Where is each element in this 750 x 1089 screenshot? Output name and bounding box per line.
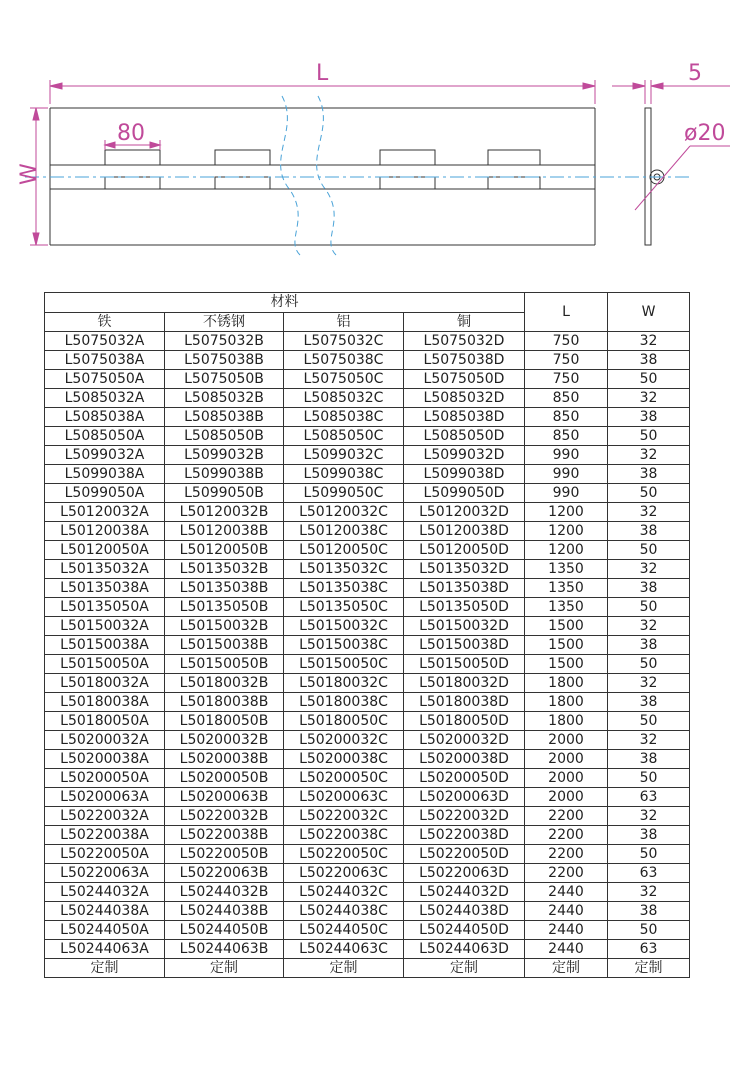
copper-code: L50244038D (404, 902, 525, 921)
aluminum-code: L50244038C (284, 902, 404, 921)
stainless-code: L5075032B (165, 332, 284, 351)
table-row (45, 788, 690, 807)
table-row (45, 522, 690, 541)
length-value: 850 (525, 389, 608, 408)
stainless-code: 定制 (165, 959, 284, 978)
table-row (45, 351, 690, 370)
width-value: 50 (608, 541, 690, 560)
aluminum-code: L50180050C (284, 712, 404, 731)
stainless-code: L5099050B (165, 484, 284, 503)
table-row (45, 408, 690, 427)
copper-code: L50180050D (404, 712, 525, 731)
width-value: 63 (608, 788, 690, 807)
aluminum-code: L5075038C (284, 351, 404, 370)
table-row (45, 883, 690, 902)
iron-code: L50200050A (45, 769, 165, 788)
copper-code: L50150032D (404, 617, 525, 636)
table-row (45, 731, 690, 750)
material-aluminum: 铝 (284, 312, 404, 332)
table-row (45, 636, 690, 655)
iron-code: L50244050A (45, 921, 165, 940)
iron-code: 定制 (45, 959, 165, 978)
aluminum-code: L50180038C (284, 693, 404, 712)
stainless-code: L50135038B (165, 579, 284, 598)
length-value: 750 (525, 370, 608, 389)
stainless-code: L50120032B (165, 503, 284, 522)
aluminum-code: L50135050C (284, 598, 404, 617)
aluminum-code: L5085032C (284, 389, 404, 408)
iron-code: L50244032A (45, 883, 165, 902)
stainless-code: L5075050B (165, 370, 284, 389)
width-value: 38 (608, 408, 690, 427)
length-value: 2440 (525, 883, 608, 902)
width-value: 50 (608, 712, 690, 731)
iron-code: L50220038A (45, 826, 165, 845)
width-value: 32 (608, 503, 690, 522)
width-value: 63 (608, 864, 690, 883)
stainless-code: L50200063B (165, 788, 284, 807)
width-value: 50 (608, 921, 690, 940)
width-value: 50 (608, 484, 690, 503)
iron-code: L50180032A (45, 674, 165, 693)
stainless-code: L50220038B (165, 826, 284, 845)
table-row (45, 712, 690, 731)
iron-code: L5075032A (45, 332, 165, 351)
stainless-code: L5085050B (165, 427, 284, 446)
stainless-code: L50135050B (165, 598, 284, 617)
width-value: 38 (608, 522, 690, 541)
length-value: 1200 (525, 541, 608, 560)
table-row (45, 750, 690, 769)
stainless-code: L5099038B (165, 465, 284, 484)
table-row (45, 503, 690, 522)
stainless-code: L50200050B (165, 769, 284, 788)
stainless-code: L50244038B (165, 902, 284, 921)
length-value: 2440 (525, 940, 608, 959)
iron-code: L50244063A (45, 940, 165, 959)
copper-code: L50135032D (404, 560, 525, 579)
iron-code: L50135038A (45, 579, 165, 598)
aluminum-code: L50220063C (284, 864, 404, 883)
copper-code: L50244032D (404, 883, 525, 902)
aluminum-code: L50135038C (284, 579, 404, 598)
length-value: 1500 (525, 655, 608, 674)
table-row (45, 579, 690, 598)
copper-code: 定制 (404, 959, 525, 978)
length-value: 1350 (525, 598, 608, 617)
aluminum-code: L50200063C (284, 788, 404, 807)
iron-code: L50200063A (45, 788, 165, 807)
length-value: 1500 (525, 636, 608, 655)
aluminum-code: L50200038C (284, 750, 404, 769)
stainless-code: L50150038B (165, 636, 284, 655)
iron-code: L5085050A (45, 427, 165, 446)
length-value: 990 (525, 484, 608, 503)
stainless-code: L50200032B (165, 731, 284, 750)
width-value: 38 (608, 636, 690, 655)
stainless-code: L5099032B (165, 446, 284, 465)
iron-code: L50220063A (45, 864, 165, 883)
table-row (45, 940, 690, 959)
copper-code: L50220038D (404, 826, 525, 845)
stainless-code: L5075038B (165, 351, 284, 370)
copper-code: L50135050D (404, 598, 525, 617)
table-row (45, 674, 690, 693)
length-value: 1350 (525, 560, 608, 579)
iron-code: L5075050A (45, 370, 165, 389)
copper-code: L50244050D (404, 921, 525, 940)
width-value: 38 (608, 351, 690, 370)
aluminum-code: L50120050C (284, 541, 404, 560)
aluminum-code: L5085050C (284, 427, 404, 446)
copper-code: L50150038D (404, 636, 525, 655)
table-row (45, 959, 690, 978)
aluminum-code: L50220050C (284, 845, 404, 864)
iron-code: L50200038A (45, 750, 165, 769)
length-value: 1350 (525, 579, 608, 598)
width-value: 50 (608, 769, 690, 788)
width-value: 63 (608, 940, 690, 959)
iron-code: L5075038A (45, 351, 165, 370)
iron-code: L50150038A (45, 636, 165, 655)
hinge-drawing (0, 0, 750, 280)
length-value: 定制 (525, 959, 608, 978)
width-value: 38 (608, 750, 690, 769)
iron-code: L5099032A (45, 446, 165, 465)
stainless-code: L5085038B (165, 408, 284, 427)
copper-code: L50244063D (404, 940, 525, 959)
table-row (45, 864, 690, 883)
width-value: 50 (608, 845, 690, 864)
stainless-code: L50150032B (165, 617, 284, 636)
width-value: 50 (608, 598, 690, 617)
stainless-code: L50180038B (165, 693, 284, 712)
table-row (45, 693, 690, 712)
stainless-code: L50180050B (165, 712, 284, 731)
width-value: 定制 (608, 959, 690, 978)
aluminum-code: L50150038C (284, 636, 404, 655)
table-row (45, 902, 690, 921)
stainless-code: L50220050B (165, 845, 284, 864)
width-value: 38 (608, 465, 690, 484)
iron-code: L50200032A (45, 731, 165, 750)
width-value: 38 (608, 902, 690, 921)
material-stainless: 不锈钢 (165, 312, 284, 332)
length-value: 2200 (525, 864, 608, 883)
table-row (45, 541, 690, 560)
copper-code: L5075050D (404, 370, 525, 389)
copper-code: L50180038D (404, 693, 525, 712)
length-value: 1800 (525, 674, 608, 693)
copper-code: L50200038D (404, 750, 525, 769)
iron-code: L50220032A (45, 807, 165, 826)
width-value: 32 (608, 883, 690, 902)
copper-code: L50220032D (404, 807, 525, 826)
iron-code: L5099050A (45, 484, 165, 503)
table-row (45, 465, 690, 484)
stainless-code: L50135032B (165, 560, 284, 579)
copper-code: L5085038D (404, 408, 525, 427)
table-row (45, 484, 690, 503)
copper-code: L50120050D (404, 541, 525, 560)
iron-code: L5085038A (45, 408, 165, 427)
table-row (45, 655, 690, 674)
width-value: 32 (608, 332, 690, 351)
width-value: 50 (608, 655, 690, 674)
table-row (45, 427, 690, 446)
table-row (45, 598, 690, 617)
table-row (45, 807, 690, 826)
width-value: 32 (608, 389, 690, 408)
copper-code: L5085050D (404, 427, 525, 446)
iron-code: L50244038A (45, 902, 165, 921)
material-header: 材料 (45, 293, 525, 313)
copper-code: L5099050D (404, 484, 525, 503)
table-row (45, 332, 690, 351)
copper-code: L50120032D (404, 503, 525, 522)
stainless-code: L50150050B (165, 655, 284, 674)
table-body (45, 332, 690, 978)
width-value: 38 (608, 579, 690, 598)
dim-diameter-label: ø20 (684, 121, 726, 146)
aluminum-code: L50120038C (284, 522, 404, 541)
length-value: 2440 (525, 921, 608, 940)
table-row (45, 617, 690, 636)
iron-code: L50120032A (45, 503, 165, 522)
iron-code: L50150032A (45, 617, 165, 636)
material-iron: 铁 (45, 312, 165, 332)
width-value: 50 (608, 370, 690, 389)
length-value: 2200 (525, 826, 608, 845)
length-value: 2200 (525, 807, 608, 826)
copper-code: L5075038D (404, 351, 525, 370)
aluminum-code: L50180032C (284, 674, 404, 693)
aluminum-code: L50200032C (284, 731, 404, 750)
stainless-code: L50120050B (165, 541, 284, 560)
aluminum-code: L50150032C (284, 617, 404, 636)
copper-code: L50200032D (404, 731, 525, 750)
table-row (45, 389, 690, 408)
stainless-code: L50244063B (165, 940, 284, 959)
dim-width-label: W (17, 163, 42, 185)
length-value: 1200 (525, 522, 608, 541)
spec-table (44, 292, 690, 978)
stainless-code: L50120038B (165, 522, 284, 541)
stainless-code: L50220063B (165, 864, 284, 883)
length-value: 1200 (525, 503, 608, 522)
length-value: 750 (525, 351, 608, 370)
iron-code: L50220050A (45, 845, 165, 864)
aluminum-code: L50220038C (284, 826, 404, 845)
width-value: 50 (608, 427, 690, 446)
stainless-code: L50180032B (165, 674, 284, 693)
aluminum-code: L5085038C (284, 408, 404, 427)
dim-length-label: L (316, 61, 329, 86)
aluminum-code: L50120032C (284, 503, 404, 522)
material-copper: 铜 (404, 312, 525, 332)
table-row (45, 769, 690, 788)
length-value: 1800 (525, 693, 608, 712)
copper-code: L5099032D (404, 446, 525, 465)
iron-code: L50120038A (45, 522, 165, 541)
table-row (45, 826, 690, 845)
length-value: 2000 (525, 750, 608, 769)
stainless-code: L50244032B (165, 883, 284, 902)
table-row (45, 370, 690, 389)
iron-code: L50180038A (45, 693, 165, 712)
length-value: 850 (525, 427, 608, 446)
iron-code: L50135050A (45, 598, 165, 617)
width-value: 32 (608, 731, 690, 750)
copper-code: L50150050D (404, 655, 525, 674)
aluminum-code: L50200050C (284, 769, 404, 788)
length-value: 2000 (525, 788, 608, 807)
copper-code: L5099038D (404, 465, 525, 484)
length-value: 990 (525, 465, 608, 484)
iron-code: L5099038A (45, 465, 165, 484)
iron-code: L50180050A (45, 712, 165, 731)
aluminum-code: L5099050C (284, 484, 404, 503)
width-value: 32 (608, 674, 690, 693)
length-value: 2440 (525, 902, 608, 921)
length-value: 1500 (525, 617, 608, 636)
stainless-code: L50200038B (165, 750, 284, 769)
aluminum-code: L50150050C (284, 655, 404, 674)
table-row (45, 921, 690, 940)
table-row (45, 845, 690, 864)
iron-code: L50150050A (45, 655, 165, 674)
table-row (45, 446, 690, 465)
aluminum-code: L5075050C (284, 370, 404, 389)
length-header: L (525, 293, 608, 332)
length-value: 2000 (525, 769, 608, 788)
iron-code: L5085032A (45, 389, 165, 408)
stainless-code: L50244050B (165, 921, 284, 940)
copper-code: L50120038D (404, 522, 525, 541)
width-header: W (608, 293, 690, 332)
width-value: 32 (608, 446, 690, 465)
length-value: 990 (525, 446, 608, 465)
copper-code: L5085032D (404, 389, 525, 408)
length-value: 2000 (525, 731, 608, 750)
width-value: 32 (608, 560, 690, 579)
aluminum-code: L50220032C (284, 807, 404, 826)
length-value: 850 (525, 408, 608, 427)
width-value: 32 (608, 617, 690, 636)
length-value: 1800 (525, 712, 608, 731)
copper-code: L50220063D (404, 864, 525, 883)
width-value: 38 (608, 826, 690, 845)
copper-code: L50220050D (404, 845, 525, 864)
iron-code: L50120050A (45, 541, 165, 560)
stainless-code: L50220032B (165, 807, 284, 826)
copper-code: L5075032D (404, 332, 525, 351)
length-value: 2200 (525, 845, 608, 864)
copper-code: L50180032D (404, 674, 525, 693)
table-header-row (45, 293, 690, 313)
aluminum-code: L50244050C (284, 921, 404, 940)
dim-knuckle-label: 80 (117, 121, 145, 146)
copper-code: L50200050D (404, 769, 525, 788)
iron-code: L50135032A (45, 560, 165, 579)
aluminum-code: L50135032C (284, 560, 404, 579)
dim-thickness-label: 5 (688, 61, 702, 86)
copper-code: L50135038D (404, 579, 525, 598)
length-value: 750 (525, 332, 608, 351)
stainless-code: L5085032B (165, 389, 284, 408)
table-row (45, 560, 690, 579)
aluminum-code: 定制 (284, 959, 404, 978)
aluminum-code: L5075032C (284, 332, 404, 351)
aluminum-code: L5099032C (284, 446, 404, 465)
aluminum-code: L50244063C (284, 940, 404, 959)
width-value: 32 (608, 807, 690, 826)
copper-code: L50200063D (404, 788, 525, 807)
break-lines (281, 96, 336, 255)
width-value: 38 (608, 693, 690, 712)
aluminum-code: L50244032C (284, 883, 404, 902)
aluminum-code: L5099038C (284, 465, 404, 484)
